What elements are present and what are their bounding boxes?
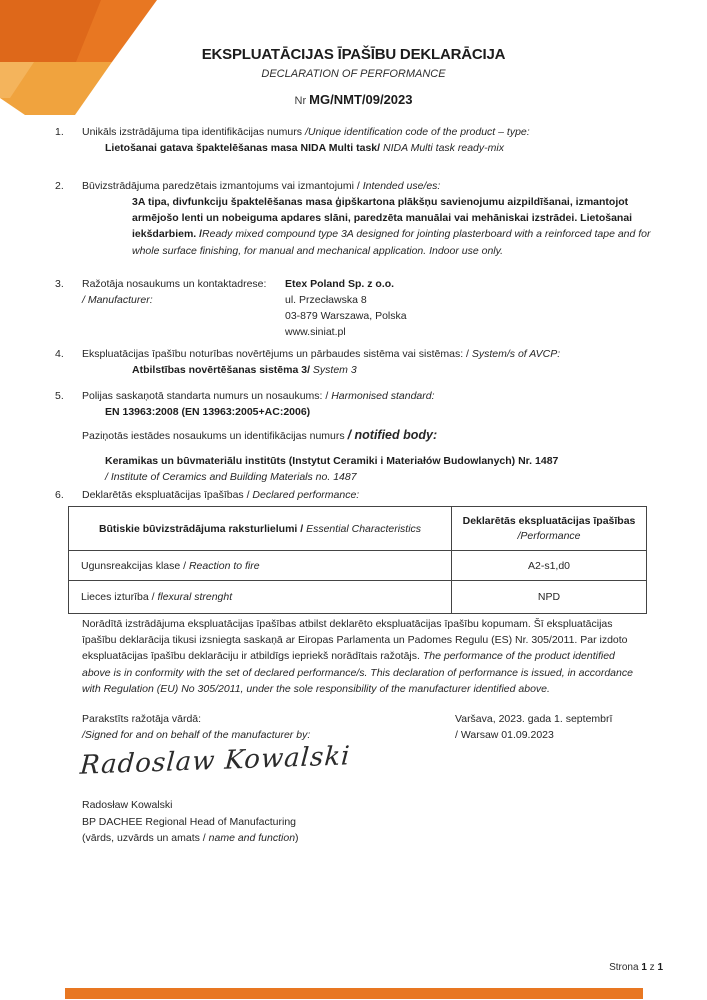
section-6-heading — [82, 487, 647, 503]
page-number-total: 1 — [657, 962, 663, 973]
section-4-heading — [82, 346, 647, 362]
row-fire-label-en: Reaction to fire — [188, 559, 260, 572]
row-flexural-label-en: flexural strenght — [157, 591, 233, 603]
doc-number: MG/NMT/09/2023 — [309, 92, 413, 107]
manufacturer-label-en: / Manufacturer: — [82, 294, 153, 306]
page-title: EKSPLUATĀCIJAS ĪPAŠĪBU DEKLARĀCIJA — [201, 46, 506, 63]
handwritten-signature: Radoslaw Kowalski — [79, 741, 352, 781]
signature-block — [55, 711, 647, 743]
manufacturer-city: 03-879 Warszawa, Polska — [285, 310, 407, 322]
page-number-separator: z — [646, 962, 658, 973]
row-fire-label — [69, 551, 452, 581]
signed-for-lv: Parakstīts ražotāja vārdā: — [82, 713, 202, 725]
product-name-en: NIDA Multi task ready-mix — [380, 142, 504, 154]
section-1 — [55, 124, 647, 156]
section-1-value — [105, 140, 647, 156]
section-5-number: 5. — [55, 390, 64, 402]
header-characteristics-en: Essential Characteristics — [303, 522, 422, 535]
section-4 — [55, 346, 647, 378]
avcp-system-en: System 3 — [310, 364, 357, 376]
section-5-heading — [82, 388, 647, 404]
section-5 — [55, 388, 647, 485]
row-fire-value: A2-s1,d0 — [452, 551, 647, 581]
page-number-current: 1 — [641, 962, 647, 973]
conformity-text-en: The performance of the product identified above is in conformity with the set of declared performance/s. This declaration of performance is issued, in accordance with Regulation (EU) No 305/2011, under the sole responsibility of the manufacturer identified above. — [82, 650, 633, 695]
section-1-number: 1. — [55, 126, 64, 138]
institute-name-en: / Institute of Ceramics and Building Materials no. 1487 — [105, 471, 357, 483]
avcp-system — [132, 362, 647, 378]
intended-use-text — [132, 194, 669, 259]
section-4-heading-en: System/s of AVCP: — [471, 348, 561, 360]
intended-use-en: Ready mixed compound type 3A designed for jointing plasterboard with a reinforced tape and for whole surface finishing, for manual and mechanical application. Indoor use only. — [132, 228, 651, 257]
footer-accent-bar — [65, 988, 643, 999]
signer-note-lv: (vārds, uzvārds un amats / — [82, 832, 209, 844]
section-6-heading-lv: Deklarētās ekspluatācijas īpašības / — [82, 489, 253, 501]
notified-body-lv: Paziņotās iestādes nosaukums un identifikācijas numurs — [82, 430, 348, 442]
title-block — [0, 46, 707, 80]
performance-table — [68, 506, 647, 614]
avcp-system-lv: Atbilstības novērtēšanas sistēma 3/ — [132, 364, 310, 376]
section-4-heading-lv: Ekspluatācijas īpašību noturības novērtējums un pārbaudes sistēma vai sistēmas: / — [82, 348, 472, 360]
manufacturer-street: ul. Przecławska 8 — [285, 294, 367, 306]
manufacturer-website: www.siniat.pl — [285, 326, 346, 338]
page-number — [609, 962, 663, 973]
manufacturer-address — [285, 276, 407, 340]
table-row — [69, 581, 647, 614]
header-cell-characteristics — [69, 507, 452, 551]
section-6-heading-en: Declared performance: — [252, 489, 360, 501]
place-date — [455, 711, 612, 743]
product-name: Lietošanai gatava špaktelēšanas masa NIDA Multi task/ — [105, 142, 381, 154]
row-flexural-value: NPD — [452, 581, 647, 614]
doc-number-line — [0, 92, 707, 107]
section-1-heading-lv: Unikāls izstrādājuma tipa identifikācijas numurs — [82, 126, 305, 138]
header-cell-performance — [452, 507, 647, 551]
signer-name: Radosław Kowalski — [82, 799, 173, 811]
signer-note — [82, 830, 299, 847]
notified-body-en: / notified body: — [347, 428, 438, 442]
doc-number-prefix: Nr — [294, 95, 310, 107]
section-2-heading-lv: Būvizstrādājuma paredzētais izmantojums vai izmantojumi / — [82, 180, 363, 192]
conformity-text-lv: Norādītā izstrādājuma ekspluatācijas īpašības atbilst deklarēto ekspluatācijas īpašību kopumam. Šī ekspluatācijas īpašību deklarācija tikusi izsniegta saskaņā ar Eiropas Parlamenta un Padomes Regulu (ES) Nr. 305/2011. Par izdoto ekspluatācijas īpašību deklarāciju ir atbildīgs iepriekš norādītais ražotājs. — [82, 618, 628, 663]
row-fire-label-lv: Ugunsreakcijas klase / — [81, 559, 189, 572]
place-date-lv: Varšava, 2023. gada 1. septembrī — [455, 713, 613, 725]
signer-note-close: ) — [295, 832, 299, 844]
section-2 — [55, 178, 651, 259]
section-6 — [55, 487, 647, 503]
section-2-number: 2. — [55, 180, 64, 192]
section-4-number: 4. — [55, 348, 64, 360]
institute-name-lv: Keramikas un būvmateriālu institūts (Instytut Ceramiki i Materiałów Budowlanych) Nr. 1487 — [105, 455, 559, 467]
manufacturer-company: Etex Poland Sp. z o.o. — [285, 278, 395, 290]
section-6-number: 6. — [55, 489, 64, 501]
table-row — [69, 551, 647, 581]
row-flexural-label — [69, 581, 452, 614]
section-5-heading-lv: Polijas saskaņotā standarta numurs un nosaukums: / — [82, 390, 332, 402]
header-performance-en: /Performance — [517, 529, 581, 542]
header-performance-lv: Deklarētās ekspluatācijas īpašības — [462, 514, 636, 527]
section-1-heading — [82, 124, 647, 140]
page-number-label: Strona — [609, 962, 642, 973]
signer-note-en: name and function — [208, 832, 296, 844]
notified-body-heading — [82, 427, 647, 444]
signed-for-en: /Signed for and on behalf of the manufacturer by: — [82, 729, 311, 741]
section-3 — [55, 276, 647, 338]
harmonised-standard — [105, 404, 647, 420]
notified-body-name — [105, 453, 647, 485]
signer-role: BP DACHEE Regional Head of Manufacturing — [82, 815, 297, 828]
intended-use-lv: 3A tipa, divfunkciju špaktelēšanas masa ģipškartona plākšņu savienojumu aizpildīšanai, izmantojot armējošo lenti un nobeiguma apdares slāni, paredzēta manuālai vai mehāniskai izstrādei. Lietošanai iekšdarbiem. / — [132, 196, 633, 241]
row-flexural-label-lv: Lieces izturība / — [81, 591, 158, 603]
manufacturer-label-lv: Ražotāja nosaukums un kontaktadrese: — [82, 278, 267, 290]
signer-identity — [82, 797, 299, 847]
conformity-paragraph — [82, 616, 642, 697]
page-subtitle: DECLARATION OF PERFORMANCE — [261, 68, 446, 80]
table-header-row — [69, 507, 647, 551]
section-5-heading-en: Harmonised standard: — [331, 390, 435, 402]
section-1-heading-en: /Unique identification code of the product – type: — [304, 126, 530, 138]
header-characteristics-lv: Būtiskie būvizstrādājuma raksturlielumi / — [98, 522, 304, 535]
section-3-number: 3. — [55, 278, 64, 290]
standard-number: EN 13963:2008 (EN 13963:2005+AC:2006) — [105, 406, 311, 418]
place-date-en: / Warsaw 01.09.2023 — [455, 729, 554, 741]
section-2-heading — [82, 178, 647, 194]
section-2-heading-en: Intended use/es: — [362, 180, 441, 192]
